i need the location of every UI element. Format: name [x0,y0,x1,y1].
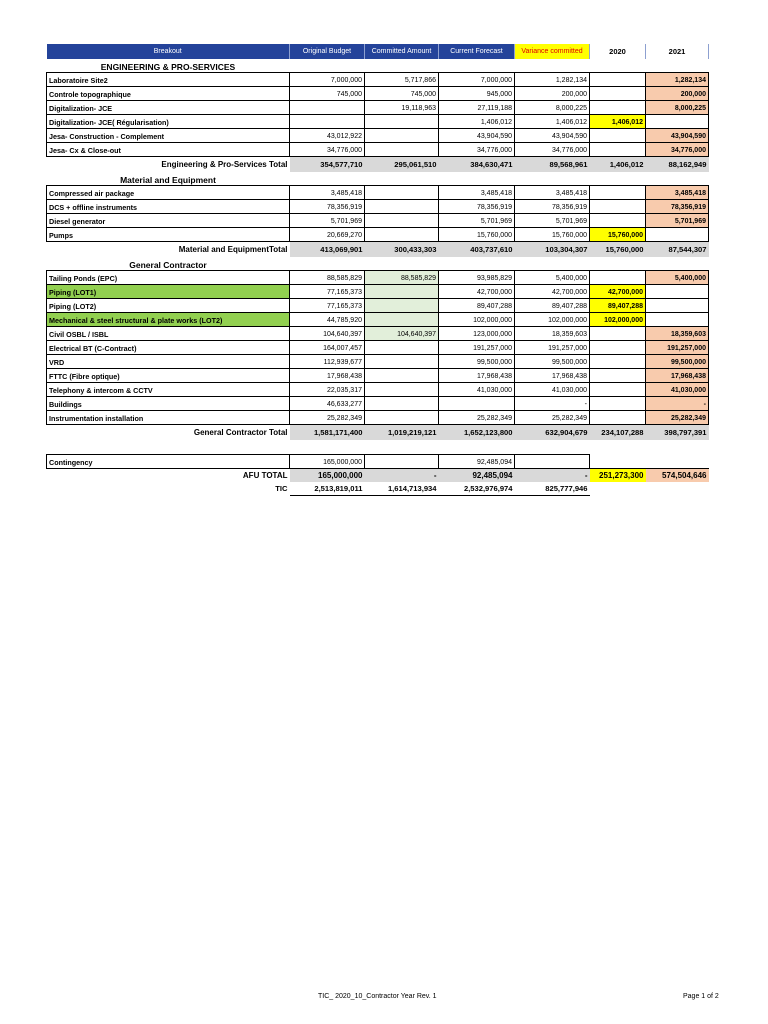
empty-cell [590,172,646,186]
total-current-forecast: 384,630,471 [439,157,515,173]
table-row [47,369,709,383]
row-label: Controle topographique [47,87,290,101]
table-row [47,143,709,157]
table-row [47,200,709,214]
original-budget-cell: 112,939,677 [290,355,365,369]
year-2021-cell: - [646,397,709,411]
year-2020-cell [590,214,646,228]
section-title: ENGINEERING & PRO-SERVICES [100,62,236,72]
variance-committed-cell: 42,700,000 [515,285,590,299]
section-total-row [47,157,709,173]
total-original-budget: 1,581,171,400 [290,425,365,441]
year-2020-cell [590,355,646,369]
year-2021-cell [646,299,709,313]
total-2021: 87,544,307 [646,242,709,258]
tic-original-budget: 2,513,819,011 [290,482,365,496]
year-2021-cell: 34,776,000 [646,143,709,157]
table-row [47,129,709,143]
variance-committed-cell: 17,968,438 [515,369,590,383]
table-row [47,214,709,228]
empty-cell [590,440,646,455]
original-budget-cell: 22,035,317 [290,383,365,397]
variance-committed-cell: 89,407,288 [515,299,590,313]
variance-committed-cell: 200,000 [515,87,590,101]
original-budget-cell: 77,165,373 [290,299,365,313]
header-current-forecast: Current Forecast [439,44,515,59]
contingency-original-budget: 165,000,000 [290,455,365,469]
original-budget-cell: 7,000,000 [290,73,365,87]
budget-table [46,44,709,496]
empty-cell [290,172,365,186]
total-current-forecast: 1,652,123,800 [439,425,515,441]
empty-cell [590,482,646,496]
year-2021-cell: 8,000,225 [646,101,709,115]
section-total-label: General Contractor Total [47,425,290,441]
variance-committed-cell: 191,257,000 [515,341,590,355]
contingency-variance-committed [515,455,590,469]
year-2020-cell [590,73,646,87]
table-row [47,313,709,327]
committed-amount-cell: 745,000 [365,87,439,101]
tic-row [47,482,709,496]
variance-committed-cell: 99,500,000 [515,355,590,369]
total-variance-committed: 89,568,961 [515,157,590,173]
variance-committed-cell: 102,000,000 [515,313,590,327]
original-budget-cell: 46,633,277 [290,397,365,411]
original-budget-cell: 44,785,920 [290,313,365,327]
current-forecast-cell [439,397,515,411]
current-forecast-cell: 99,500,000 [439,355,515,369]
row-label: Compressed air package [47,186,290,200]
year-2020-cell [590,200,646,214]
table-row [47,73,709,87]
table-row [47,115,709,129]
variance-committed-cell: 18,359,603 [515,327,590,341]
year-2020-cell: 89,407,288 [590,299,646,313]
row-label: Jesa- Cx & Close-out [47,143,290,157]
footer-page-number: Page 1 of 2 [683,993,719,1000]
year-2021-cell: 18,359,603 [646,327,709,341]
current-forecast-cell: 27,119,188 [439,101,515,115]
original-budget-cell [290,101,365,115]
row-label: Piping (LOT2) [47,299,290,313]
current-forecast-cell: 78,356,919 [439,200,515,214]
empty-cell [439,59,515,73]
afu-total-current-forecast: 92,485,094 [439,469,515,483]
committed-amount-cell [365,285,439,299]
table-row [47,341,709,355]
year-2021-cell: 78,356,919 [646,200,709,214]
row-label: Buildings [47,397,290,411]
year-2021-cell: 1,282,134 [646,73,709,87]
current-forecast-cell: 191,257,000 [439,341,515,355]
table-row [47,327,709,341]
empty-cell [365,440,439,455]
header-original-budget: Original Budget [290,44,365,59]
tic-current-forecast: 2,532,976,974 [439,482,515,496]
year-2020-cell [590,341,646,355]
empty-cell [590,59,646,73]
section-title-row [47,172,709,186]
current-forecast-cell: 102,000,000 [439,313,515,327]
current-forecast-cell: 5,701,969 [439,214,515,228]
empty-cell [590,257,646,271]
committed-amount-cell: 104,640,397 [365,327,439,341]
section-total-label: Material and EquipmentTotal [47,242,290,258]
row-label: DCS + offline instruments [47,200,290,214]
year-2020-cell [590,411,646,425]
year-2021-cell: 5,701,969 [646,214,709,228]
committed-amount-cell [365,355,439,369]
variance-committed-cell: 1,282,134 [515,73,590,87]
table-row [47,228,709,242]
afu-total-original-budget: 165,000,000 [290,469,365,483]
tic-committed-amount: 1,614,713,934 [365,482,439,496]
contingency-label: Contingency [47,455,290,469]
section-title: General Contractor [129,260,207,270]
variance-committed-cell: 25,282,349 [515,411,590,425]
table-row [47,186,709,200]
total-committed-amount: 1,019,219,121 [365,425,439,441]
table-row [47,299,709,313]
row-label: Piping (LOT1) [47,285,290,299]
table-row [47,397,709,411]
year-2020-cell [590,327,646,341]
row-label: Digitalization- JCE( Régularisation) [47,115,290,129]
committed-amount-cell [365,200,439,214]
original-budget-cell: 77,165,373 [290,285,365,299]
total-2020: 1,406,012 [590,157,646,173]
variance-committed-cell: 5,400,000 [515,271,590,285]
original-budget-cell: 88,585,829 [290,271,365,285]
total-2020: 15,760,000 [590,242,646,258]
year-2021-cell: 43,904,590 [646,129,709,143]
total-2020: 234,107,288 [590,425,646,441]
total-2021: 88,162,949 [646,157,709,173]
variance-committed-cell: 3,485,418 [515,186,590,200]
row-label: Electrical BT (C-Contract) [47,341,290,355]
current-forecast-cell: 945,000 [439,87,515,101]
committed-amount-cell [365,115,439,129]
original-budget-cell [290,115,365,129]
row-label: Digitalization- JCE [47,101,290,115]
committed-amount-cell [365,129,439,143]
current-forecast-cell: 43,904,590 [439,129,515,143]
footer-document-name: TIC_ 2020_10_Contractor Year Rev. 1 [318,993,437,1000]
row-label: Diesel generator [47,214,290,228]
afu-total-row [47,469,709,483]
afu-total-committed-amount: - [365,469,439,483]
row-label: Tailing Ponds (EPC) [47,271,290,285]
section-title-row [47,257,709,271]
total-original-budget: 413,069,901 [290,242,365,258]
original-budget-cell: 104,640,397 [290,327,365,341]
current-forecast-cell: 89,407,288 [439,299,515,313]
variance-committed-cell: 34,776,000 [515,143,590,157]
tic-label: TIC [275,483,288,493]
year-2020-cell [590,383,646,397]
section-total-row [47,242,709,258]
original-budget-cell: 5,701,969 [290,214,365,228]
afu-total-label: AFU TOTAL [47,469,290,483]
total-current-forecast: 403,737,610 [439,242,515,258]
current-forecast-cell: 41,030,000 [439,383,515,397]
header-2020: 2020 [590,44,646,59]
original-budget-cell: 25,282,349 [290,411,365,425]
empty-cell [47,440,290,455]
empty-cell [365,59,439,73]
section-title: Material and Equipment [120,175,216,185]
afu-total-2021: 574,504,646 [646,469,709,483]
table-row [47,411,709,425]
empty-cell [646,482,709,496]
table-row [47,355,709,369]
year-2021-cell: 191,257,000 [646,341,709,355]
committed-amount-cell [365,313,439,327]
current-forecast-cell: 15,760,000 [439,228,515,242]
original-budget-cell: 20,669,270 [290,228,365,242]
committed-amount-cell [365,228,439,242]
current-forecast-cell: 17,968,438 [439,369,515,383]
year-2020-cell [590,129,646,143]
year-2021-cell: 17,968,438 [646,369,709,383]
current-forecast-cell: 7,000,000 [439,73,515,87]
year-2021-cell: 41,030,000 [646,383,709,397]
variance-committed-cell: - [515,397,590,411]
row-label: VRD [47,355,290,369]
original-budget-cell: 78,356,919 [290,200,365,214]
year-2020-cell [590,143,646,157]
empty-cell [646,172,709,186]
committed-amount-cell [365,186,439,200]
year-2021-cell [646,228,709,242]
row-label: Civil OSBL / ISBL [47,327,290,341]
year-2020-cell: 42,700,000 [590,285,646,299]
empty-cell [646,455,709,469]
current-forecast-cell: 34,776,000 [439,143,515,157]
header-committed-amount: Committed Amount [365,44,439,59]
total-variance-committed: 632,904,679 [515,425,590,441]
original-budget-cell: 17,968,438 [290,369,365,383]
header-variance-committed: Variance committed [515,44,590,59]
table-row [47,87,709,101]
year-2021-cell: 25,282,349 [646,411,709,425]
committed-amount-cell [365,369,439,383]
year-2021-cell: 200,000 [646,87,709,101]
variance-committed-cell: 15,760,000 [515,228,590,242]
committed-amount-cell [365,299,439,313]
section-title-row [47,59,709,73]
total-2021: 398,797,391 [646,425,709,441]
row-label: FTTC (Fibre optique) [47,369,290,383]
contingency-current-forecast: 92,485,094 [439,455,515,469]
year-2021-cell [646,313,709,327]
original-budget-cell: 745,000 [290,87,365,101]
spacer-row [47,440,709,455]
committed-amount-cell [365,383,439,397]
header-row [47,44,709,59]
year-2021-cell: 5,400,000 [646,271,709,285]
current-forecast-cell: 1,406,012 [439,115,515,129]
current-forecast-cell: 3,485,418 [439,186,515,200]
current-forecast-cell: 93,985,829 [439,271,515,285]
year-2021-cell [646,115,709,129]
committed-amount-cell: 5,717,866 [365,73,439,87]
row-label: Jesa- Construction - Complement [47,129,290,143]
variance-committed-cell: 8,000,225 [515,101,590,115]
total-committed-amount: 295,061,510 [365,157,439,173]
table-row [47,285,709,299]
committed-amount-cell [365,397,439,411]
empty-cell [646,59,709,73]
year-2020-cell [590,397,646,411]
section-total-label: Engineering & Pro-Services Total [47,157,290,173]
contingency-row [47,455,709,469]
row-label: Laboratoire Site2 [47,73,290,87]
total-original-budget: 354,577,710 [290,157,365,173]
contingency-committed-amount [365,455,439,469]
original-budget-cell: 3,485,418 [290,186,365,200]
variance-committed-cell: 41,030,000 [515,383,590,397]
row-label: Instrumentation installation [47,411,290,425]
tic-variance-committed: 825,777,946 [515,482,590,496]
empty-cell [515,172,590,186]
variance-committed-cell: 43,904,590 [515,129,590,143]
committed-amount-cell: 19,118,963 [365,101,439,115]
year-2021-cell: 99,500,000 [646,355,709,369]
empty-cell [515,440,590,455]
empty-cell [439,440,515,455]
current-forecast-cell: 123,000,000 [439,327,515,341]
year-2021-cell [646,285,709,299]
empty-cell [590,455,646,469]
empty-cell [439,172,515,186]
variance-committed-cell: 78,356,919 [515,200,590,214]
total-committed-amount: 300,433,303 [365,242,439,258]
table-row [47,101,709,115]
empty-cell [515,257,590,271]
year-2020-cell [590,101,646,115]
row-label: Telephony & intercom & CCTV [47,383,290,397]
committed-amount-cell [365,341,439,355]
section-total-row [47,425,709,441]
header-2021: 2021 [646,44,709,59]
current-forecast-cell: 42,700,000 [439,285,515,299]
empty-cell [515,59,590,73]
row-label: Mechanical & steel structural & plate works (LOT2) [47,313,290,327]
year-2020-cell [590,186,646,200]
empty-cell [290,59,365,73]
year-2021-cell: 3,485,418 [646,186,709,200]
empty-cell [365,257,439,271]
table-row [47,383,709,397]
current-forecast-cell: 25,282,349 [439,411,515,425]
year-2020-cell [590,87,646,101]
committed-amount-cell: 88,585,829 [365,271,439,285]
year-2020-cell [590,369,646,383]
original-budget-cell: 164,007,457 [290,341,365,355]
variance-committed-cell: 1,406,012 [515,115,590,129]
empty-cell [365,172,439,186]
empty-cell [646,257,709,271]
row-label: Pumps [47,228,290,242]
afu-total-2020: 251,273,300 [590,469,646,483]
year-2020-cell: 15,760,000 [590,228,646,242]
total-variance-committed: 103,304,307 [515,242,590,258]
year-2020-cell: 1,406,012 [590,115,646,129]
year-2020-cell: 102,000,000 [590,313,646,327]
empty-cell [290,257,365,271]
variance-committed-cell: 5,701,969 [515,214,590,228]
committed-amount-cell [365,411,439,425]
committed-amount-cell [365,143,439,157]
original-budget-cell: 43,012,922 [290,129,365,143]
afu-total-variance-committed: - [515,469,590,483]
empty-cell [646,440,709,455]
original-budget-cell: 34,776,000 [290,143,365,157]
table-row [47,271,709,285]
empty-cell [290,440,365,455]
year-2020-cell [590,271,646,285]
header-breakout: Breakout [47,44,290,59]
committed-amount-cell [365,214,439,228]
empty-cell [439,257,515,271]
